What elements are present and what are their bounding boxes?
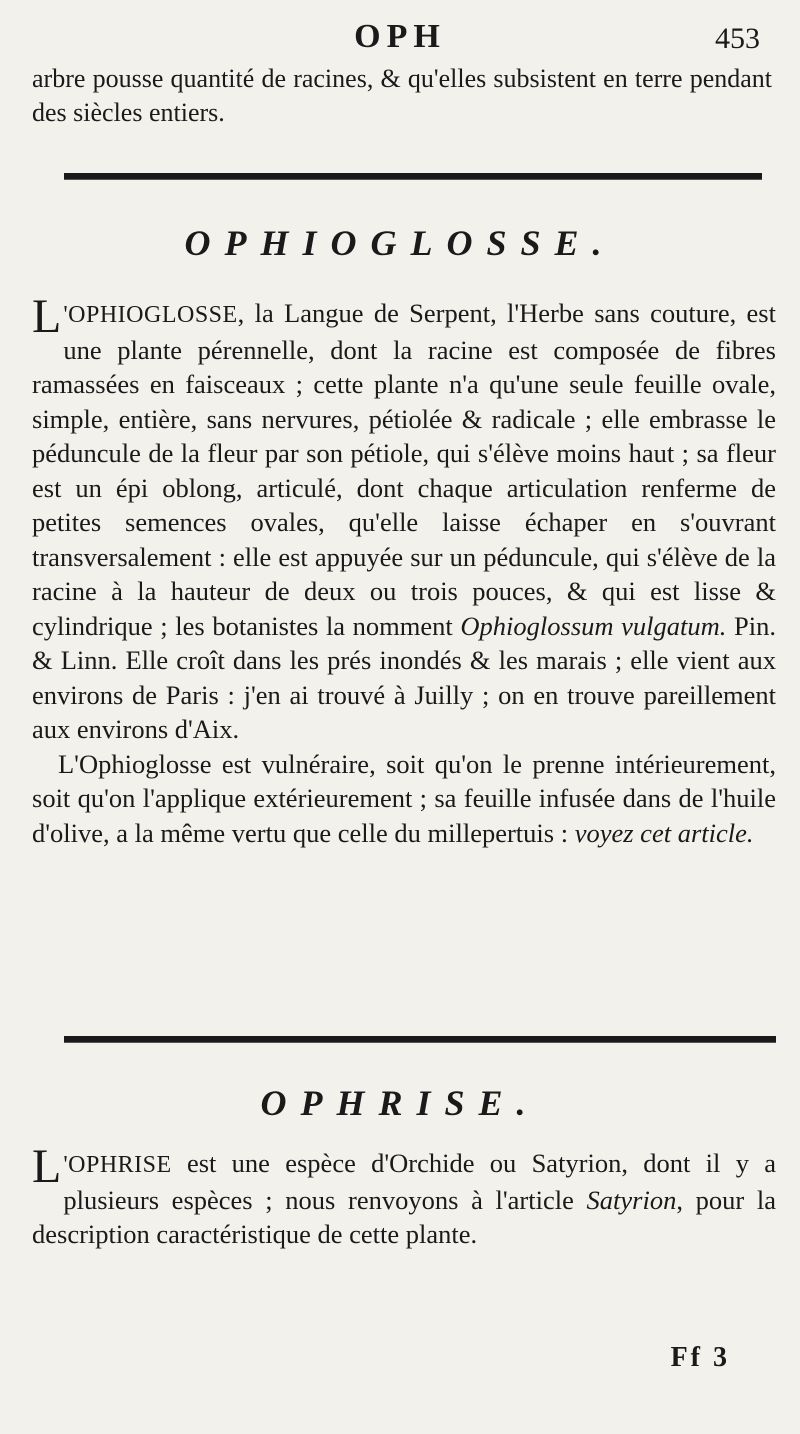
latin-name: Ophioglossum vulgatum. bbox=[460, 610, 727, 641]
article-paragraph bbox=[32, 290, 776, 747]
article-paragraph bbox=[32, 1140, 776, 1252]
cross-reference: voyez cet article. bbox=[574, 817, 754, 848]
drop-cap: L bbox=[32, 290, 62, 343]
signature-mark: Ff 3 bbox=[670, 1342, 730, 1373]
body-text: , la Langue de Serpent, l'Herbe sans couture, est une plante pérennelle, dont la racine est composée de fibres ramassées en faisceaux ; cette plante n'a qu'une seule feuille ovale, simple, entière, sans nervures, pétiolée & radicale ; elle embrasse le péduncule de la fleur par son pétiole, qui s'élève moins haut ; sa fleur est un épi oblong, articulé, dont chaque articulation renferme de petites semences ovales, qu'elle laisse échaper en s'ouvrant transversalement : elle est appuyée sur un péduncule, qui s'élève de la racine à la hauteur de deux ou trois pouces, & qui est lisse & cylindrique ; les botanistes la nomment bbox=[32, 298, 776, 641]
running-head: OPH bbox=[354, 18, 446, 55]
article-heading-ophrise: OPHRISE. bbox=[260, 1083, 540, 1123]
body-text: Pin. & Linn. Elle croît dans les prés inondés & les marais ; elle vient aux environs de Paris : j'en ai trouvé à Juilly ; on en trouve pareillement aux environs d'Aix. bbox=[32, 610, 776, 744]
carryover-text bbox=[32, 62, 772, 130]
body-text: est une espèce d'Orchide ou Satyrion, dont il y a plusieurs espèces ; nous renvoyons à l'article bbox=[63, 1148, 776, 1215]
body-text: L'Ophioglosse est vulnéraire, soit qu'on le prenne intérieurement, soit qu'on l'applique extérieurement ; sa feuille infusée dans de l'huile d'olive, a la même vertu que celle du millepertuis : bbox=[32, 748, 776, 848]
carryover-paragraph: arbre pousse quantité de racines, & qu'elles subsistent en terre pendant des siècles entiers. bbox=[32, 64, 772, 127]
lead-word: 'OPHRISE bbox=[63, 1152, 172, 1178]
page-number: 453 bbox=[715, 22, 760, 55]
drop-cap: L bbox=[32, 1140, 62, 1193]
article-ophrise bbox=[32, 1140, 776, 1252]
article-heading-ophioglosse: OPHIOGLOSSE. bbox=[184, 223, 616, 263]
article-ophioglosse bbox=[32, 290, 776, 850]
section-rule bbox=[64, 1036, 776, 1043]
cross-reference: Satyrion bbox=[586, 1184, 677, 1215]
section-rule bbox=[64, 173, 762, 180]
body-text: , pour la description caractéristique de cette plante. bbox=[32, 1184, 776, 1249]
lead-word: 'OPHIOGLOSSE bbox=[63, 302, 238, 328]
article-paragraph bbox=[32, 747, 776, 851]
